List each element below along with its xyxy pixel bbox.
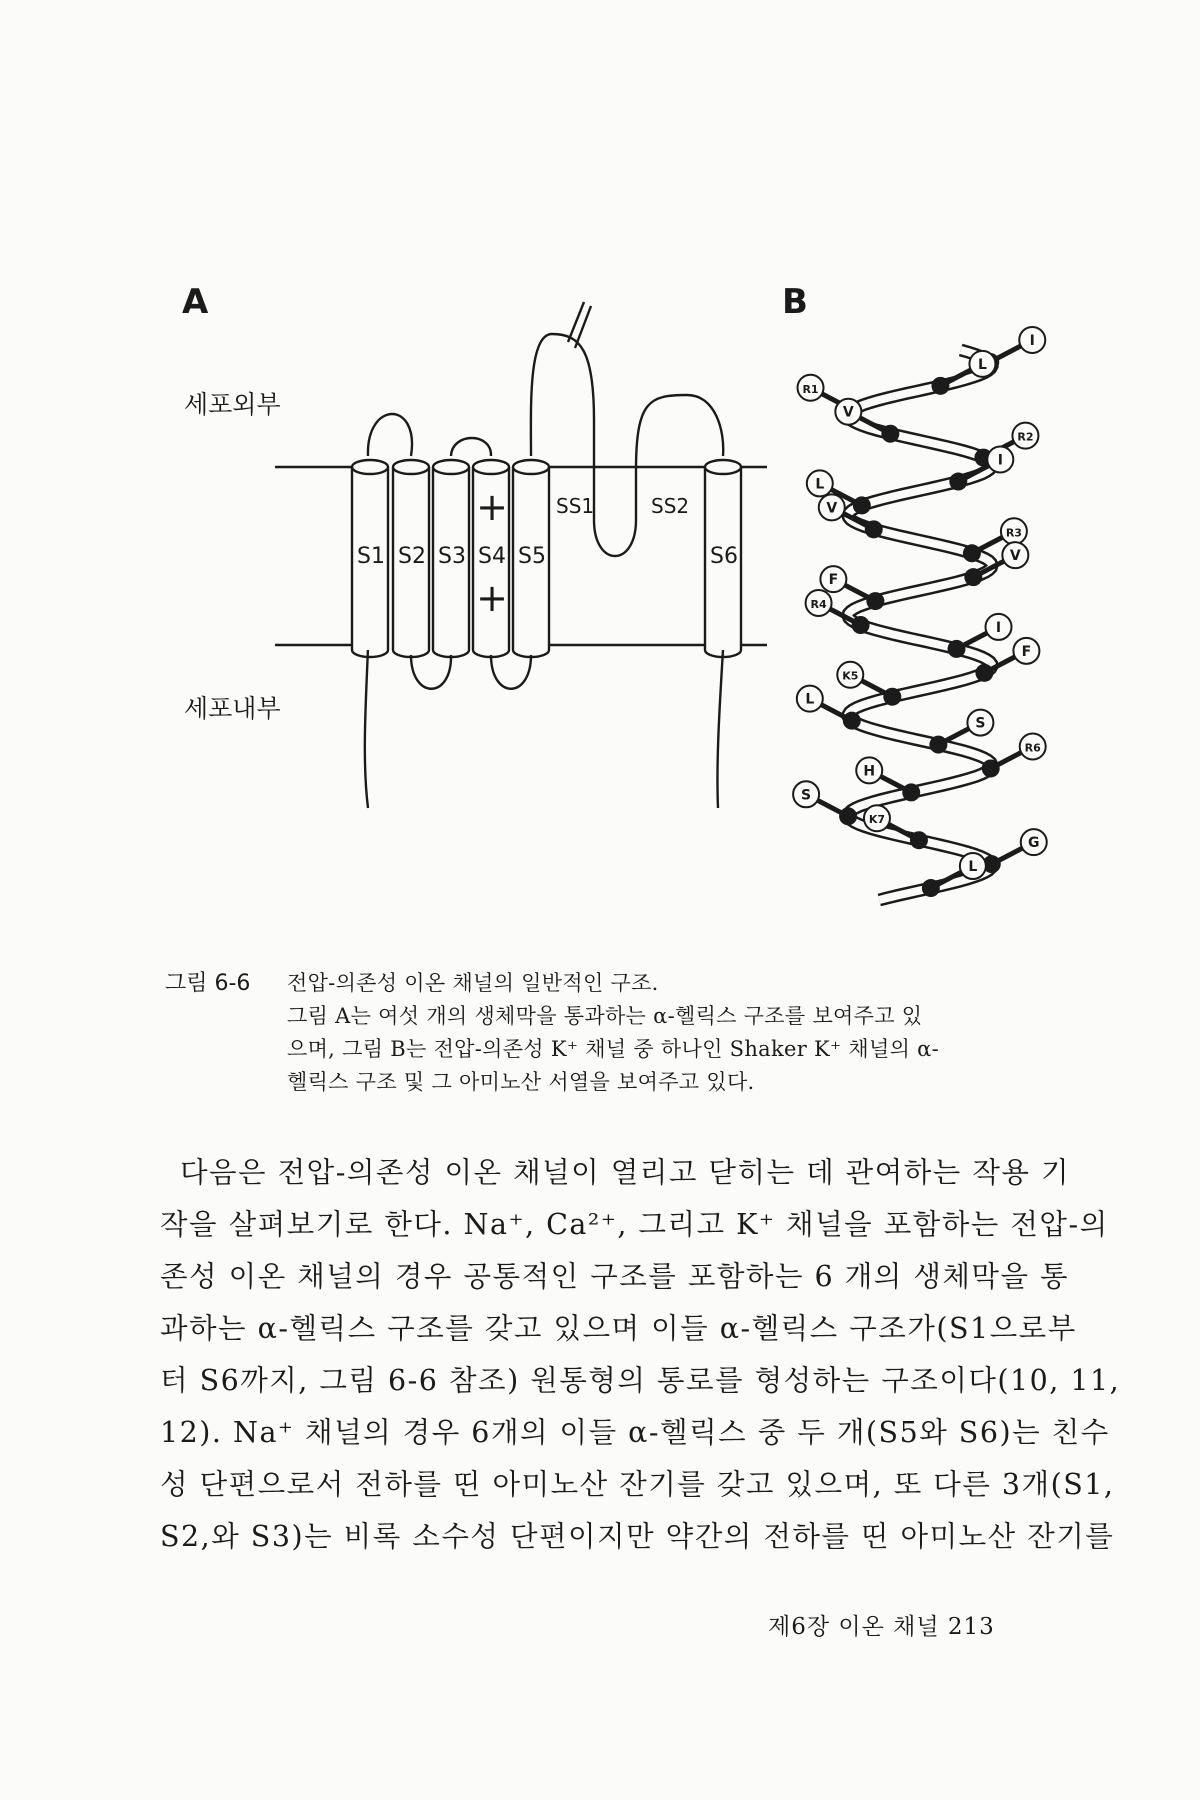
loop-s4-s5 [491, 655, 531, 689]
extracellular-label: 세포외부 [184, 390, 281, 419]
paragraph-line: 존성 이온 채널의 경우 공통적인 구조를 포함하는 6 개의 생체막을 통 [160, 1260, 1070, 1293]
caption-line: 으며, 그림 B는 전압-의존성 K⁺ 채널 중 하나인 Shaker K⁺ 채널의 α- [287, 1037, 940, 1061]
segment-label-s1: S1 [357, 544, 385, 569]
segment-label-s2: S2 [398, 544, 426, 569]
caption-line: 헬릭스 구조 및 그 아미노산 서열을 보여주고 있다. [287, 1070, 755, 1094]
loop-s5-ss1 [531, 334, 723, 556]
residue-G [983, 829, 1047, 873]
panel-a-label: A [182, 282, 209, 322]
n-terminus-tail [365, 648, 368, 808]
residue-label: L [805, 691, 815, 708]
caption-line: 전압-의존성 이온 채널의 일반적인 구조. [287, 971, 659, 995]
panel-b-label: B [782, 282, 808, 322]
panel-b-helix [793, 327, 1047, 900]
segment-label-s5: S5 [518, 544, 546, 569]
break-mark-2 [575, 306, 591, 348]
residue-label: F [828, 572, 839, 589]
charge-plus-upper: + [476, 485, 508, 529]
break-mark-1 [568, 302, 584, 342]
page-footer: 제6장 이온 채널 213 [768, 1614, 995, 1640]
loop-s3-s4 [451, 438, 491, 456]
figure-number: 그림 6-6 [165, 971, 251, 996]
residue-label: H [863, 763, 876, 780]
paragraph-line: 12). Na⁺ 채널의 경우 6개의 이들 α-헬릭스 중 두 개(S5와 S6)는 친수 [160, 1416, 1110, 1449]
charge-plus-lower: + [476, 576, 508, 620]
residue-label: K5 [842, 669, 859, 683]
residue-label: R4 [810, 598, 827, 611]
residue-label: L [815, 476, 825, 493]
residue-label: I [1029, 332, 1035, 349]
paragraph-line: 과하는 α-헬릭스 구조를 갖고 있으며 이들 α-헬릭스 구조가(S1으로부 [160, 1312, 1077, 1345]
pore-loop-label-ss2: SS2 [651, 494, 690, 518]
segment-label-s3: S3 [438, 544, 466, 569]
residue-label: S [975, 715, 986, 732]
residue-label: S [801, 787, 812, 804]
residue-label: I [997, 452, 1003, 469]
loop-s2-s3 [411, 655, 451, 689]
paragraph-line: 성 단편으로서 전하를 띤 아미노산 잔기를 갖고 있으며, 또 다른 3개(S1, [160, 1468, 1115, 1501]
residue-label: R1 [802, 382, 819, 396]
residue-label: L [968, 859, 978, 876]
residue-label: K7 [868, 813, 886, 827]
residue-label: R2 [1017, 430, 1034, 444]
paragraph-line: 작을 살펴보기로 한다. Na⁺, Ca²⁺, 그리고 K⁺ 채널을 포함하는 전압-의 [160, 1208, 1109, 1241]
paragraph-line: 터 S6까지, 그림 6-6 참조) 원통형의 통로를 형성하는 구조이다(10, 11, [160, 1364, 1121, 1397]
residue-label: R6 [1024, 741, 1041, 755]
residue-label: G [1028, 835, 1040, 852]
panel-a [182, 282, 767, 808]
segment-label-s6: S6 [710, 544, 738, 569]
residue-label: V [1009, 548, 1021, 565]
residue-L [922, 853, 986, 897]
residue-label: F [1021, 643, 1032, 660]
residue-label: V [842, 404, 854, 421]
residue-S [793, 781, 857, 825]
caption-line: 그림 A는 여섯 개의 생체막을 통과하는 α-헬릭스 구조를 보여주고 있 [287, 1004, 923, 1028]
residue-K7 [864, 805, 928, 849]
pore-loop-label-ss1: SS1 [556, 494, 595, 518]
residue-label: R3 [1005, 526, 1022, 540]
intracellular-label: 세포내부 [184, 694, 281, 723]
residue-label: V [826, 500, 838, 517]
residue-node [853, 496, 871, 514]
residue-label: I [995, 619, 1002, 636]
segment-label-s4: S4 [478, 544, 506, 569]
paragraph-line: 다음은 전압-의존성 이온 채널이 열리고 닫히는 데 관여하는 작용 기 [180, 1156, 1071, 1189]
loop-s1-s2 [368, 414, 412, 456]
paragraph-line: S2,와 S3)는 비록 소수성 단편이지만 약간의 전하를 띤 아미노산 잔기를 [160, 1520, 1115, 1553]
residue-label: L [977, 356, 987, 373]
c-terminus-tail [717, 650, 723, 808]
